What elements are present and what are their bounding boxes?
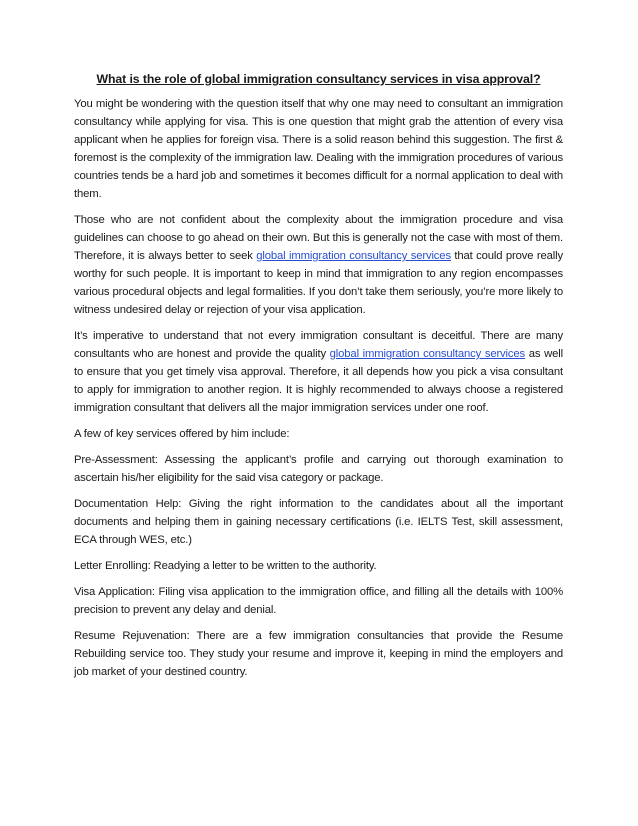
consultancy-services-link[interactable]: global immigration consultancy services (256, 250, 451, 262)
document-page (74, 70, 563, 689)
paragraph-text: It’s imperative to understand that not every immigration consultant is deceitful. There are many consultants who are honest and provide the quality (74, 330, 563, 360)
consultancy-services-link[interactable]: global immigration consultancy services (329, 348, 526, 360)
service-documentation-help: Documentation Help: Giving the right information to the candidates about all the important documents and helping them in gaining necessary certifications (i.e. IELTS Test, skill assessment, ECA through WES, etc.) (74, 498, 563, 546)
service-visa-application: Visa Application: Filing visa application to the immigration office, and filling all the details with 100% precision to prevent any delay and denial. (74, 586, 563, 616)
paragraph-honest-consultants (74, 327, 563, 417)
paragraph-intro: You might be wondering with the question itself that why one may need to consultant an immigration consultancy while applying for visa. This is one question that might grab the attention of every visa applicant when he applies for foreign visa. There is a solid reason behind this suggestion. The first & foremost is the complexity of the immigration law. Dealing with the immigration procedures of various countries tends be a hard job and sometimes it becomes difficult for a normal application to deal with them. (74, 98, 563, 200)
paragraph-text: that could prove really worthy for such people. It is important to keep in mind that immigration to any region encompasses various procedural objects and legal formalities. If you don’t take them seriously, you’re more likely to witness undesired delay or rejection of your visa application. (74, 250, 563, 316)
paragraph-text: Those who are not confident about the complexity about the immigration procedure and visa guidelines can choose to go ahead on their own. But this is generally not the case with most of them. Therefore, it is always better to seek (74, 214, 563, 262)
service-resume-rejuvenation: Resume Rejuvenation: There are a few immigration consultancies that provide the Resume Rebuilding service too. They study your resume and improve it, keeping in mind the employers and job market of your destined country. (74, 630, 563, 678)
paragraph-text: as well to ensure that you get timely visa approval. Therefore, it all depends how you pick a visa consultant to apply for immigration to another region. It is highly recommended to always choose a registered immigration consultant that delivers all the major immigration services under one roof. (74, 348, 563, 414)
document-title: What is the role of global immigration consultancy services in visa approval? (96, 72, 541, 86)
paragraph-services-intro: A few of key services offered by him include: (74, 428, 290, 440)
paragraph-confidence (74, 211, 563, 319)
service-letter-enrolling: Letter Enrolling: Readying a letter to be written to the authority. (74, 560, 377, 572)
service-pre-assessment: Pre-Assessment: Assessing the applicant’s profile and carrying out thorough examination to ascertain his/her eligibility for the said visa category or package. (74, 454, 563, 484)
